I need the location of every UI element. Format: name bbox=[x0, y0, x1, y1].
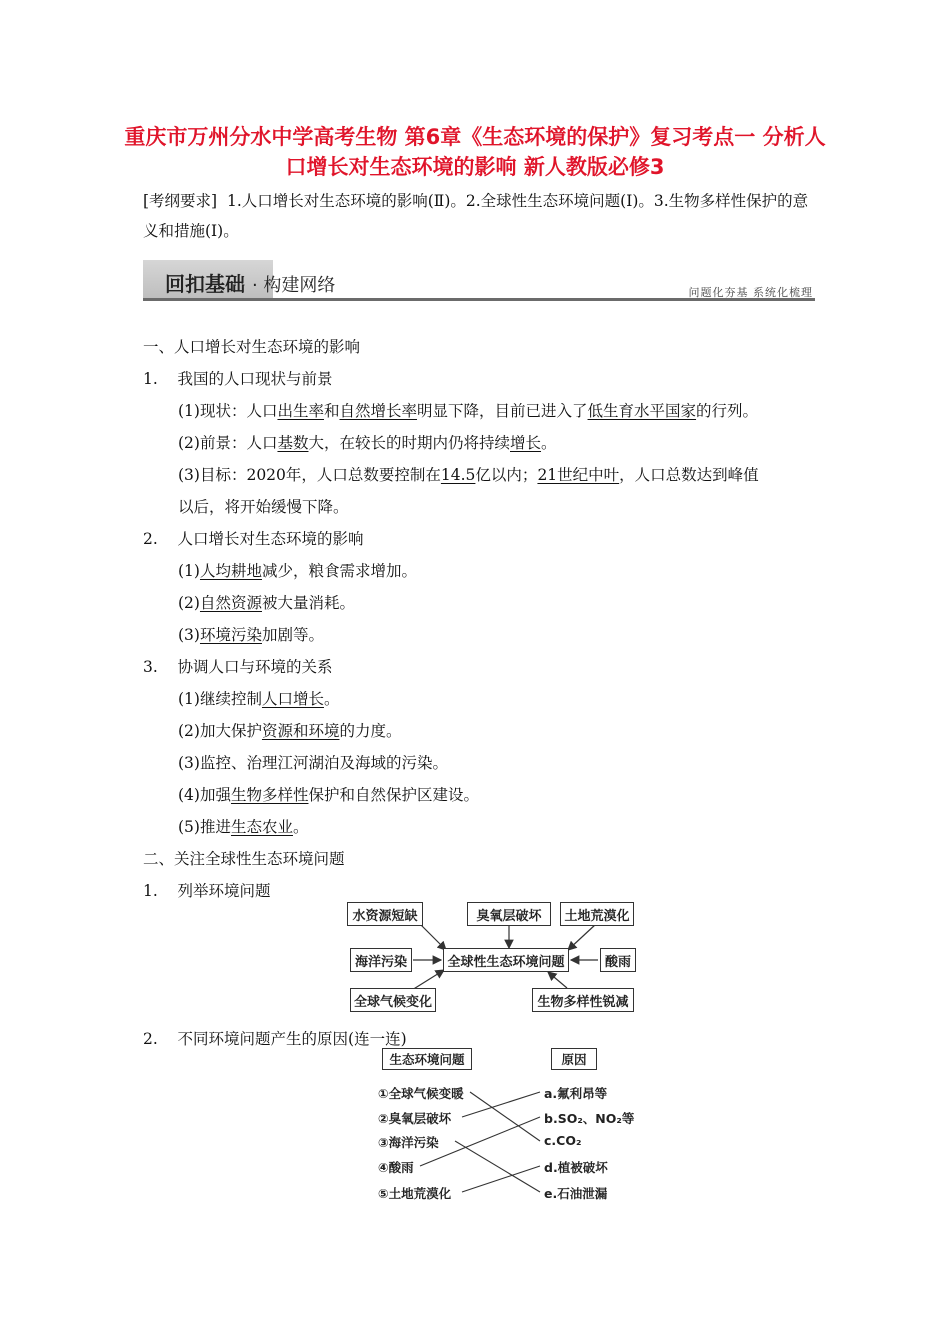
box-acid-rain: 酸雨 bbox=[600, 948, 636, 972]
text-part: (3)目标：2020年，人口总数要控制在 bbox=[178, 466, 441, 484]
item-number: 3. bbox=[143, 658, 158, 676]
problem-1: ①全球气候变暖 bbox=[378, 1086, 464, 1101]
text-part: (5)推进 bbox=[178, 818, 231, 836]
cause-a: a.氟利昂等 bbox=[544, 1086, 608, 1101]
item-title: 不同环境问题产生的原因(连一连) bbox=[177, 1030, 407, 1048]
text-part: 明显下降，目前已进入了 bbox=[417, 402, 588, 420]
item1-3-line3: (3)监控、治理江河湖泊及海域的污染。 bbox=[178, 754, 448, 772]
text-part: 被大量消耗。 bbox=[261, 594, 355, 612]
text-part: 保护和自然保护区建设。 bbox=[308, 786, 479, 804]
box-climate-change: 全球气候变化 bbox=[350, 988, 436, 1012]
answer-underlined: 资源和环境 bbox=[261, 722, 340, 740]
answer-underlined: 自然增长率 bbox=[339, 402, 418, 420]
match-line-3-e bbox=[455, 1141, 540, 1192]
text-part: 大，在较长的时期内仍将持续 bbox=[308, 434, 510, 452]
text-part: (1) bbox=[178, 562, 200, 580]
answer-underlined: 低生育水平国家 bbox=[587, 402, 697, 420]
requirements-text: 1.人口增长对生态环境的影响(Ⅱ)。2.全球性生态环境问题(Ⅰ)。3.生物多样性保护的意义和措施(Ⅰ)。 bbox=[143, 192, 809, 240]
text-part: 加剧等。 bbox=[261, 626, 324, 644]
section2-heading: 二、关注全球性生态环境问题 bbox=[143, 850, 345, 868]
cause-d: d.植被破坏 bbox=[544, 1160, 608, 1175]
answer-underlined: 增长 bbox=[510, 434, 542, 452]
answer-underlined: 出生率 bbox=[277, 402, 324, 420]
text-part: (1)现状：人口 bbox=[178, 402, 278, 420]
answer-underlined: 自然资源 bbox=[199, 594, 262, 612]
item-title: 协调人口与环境的关系 bbox=[177, 658, 333, 676]
box-ocean-pollution: 海洋污染 bbox=[350, 948, 412, 972]
cause-b: b.SO₂、NO₂等 bbox=[544, 1111, 635, 1126]
box-ozone-depletion: 臭氧层破坏 bbox=[467, 902, 551, 926]
answer-underlined: 生物多样性 bbox=[230, 786, 309, 804]
text-part: (1)继续控制 bbox=[178, 690, 262, 708]
text-part: 。 bbox=[323, 690, 340, 708]
text-part: 的行列。 bbox=[696, 402, 759, 420]
banner-right-text: 问题化夯基 系统化梳理 bbox=[688, 286, 813, 299]
problem-4: ④酸雨 bbox=[378, 1160, 414, 1175]
cause-c: c.CO₂ bbox=[544, 1133, 582, 1148]
item-number: 2. bbox=[143, 530, 158, 548]
item-number: 1. bbox=[143, 370, 158, 388]
item-title: 人口增长对生态环境的影响 bbox=[177, 530, 364, 548]
answer-underlined: 基数 bbox=[277, 434, 309, 452]
item-number: 2. bbox=[143, 1030, 158, 1048]
text-part: 亿以内； bbox=[475, 466, 538, 484]
requirements-label: [考纲要求] bbox=[143, 192, 218, 210]
text-part: (4)加强 bbox=[178, 786, 231, 804]
answer-underlined: 环境污染 bbox=[199, 626, 262, 644]
item1-1-line4: 以后，将开始缓慢下降。 bbox=[178, 498, 349, 516]
problem-5: ⑤土地荒漠化 bbox=[378, 1186, 452, 1201]
text-part: (2)前景：人口 bbox=[178, 434, 278, 452]
problem-2: ②臭氧层破坏 bbox=[378, 1111, 452, 1126]
text-part: (2) bbox=[178, 594, 200, 612]
problem-3: ③海洋污染 bbox=[378, 1135, 439, 1150]
answer-underlined: 14.5 bbox=[440, 466, 476, 484]
text-part: 。 bbox=[292, 818, 309, 836]
answer-underlined: 生态农业 bbox=[230, 818, 293, 836]
answer-underlined: 人均耕地 bbox=[199, 562, 262, 580]
arrow-desert bbox=[568, 924, 596, 950]
text-part: 。 bbox=[541, 434, 557, 452]
match-line-1-c bbox=[470, 1092, 540, 1141]
arrow-water bbox=[420, 924, 446, 950]
header-causes: 原因 bbox=[551, 1048, 597, 1070]
text-part: (3) bbox=[178, 626, 200, 644]
text-part: ，人口总数达到峰值 bbox=[619, 466, 759, 484]
answer-underlined: 21世纪中叶 bbox=[537, 466, 620, 484]
text-part: 减少，粮食需求增加。 bbox=[261, 562, 417, 580]
match-line-5-d bbox=[462, 1166, 540, 1192]
box-desertification: 土地荒漠化 bbox=[560, 902, 634, 926]
cause-e: e.石油泄漏 bbox=[544, 1186, 608, 1201]
answer-underlined: 人口增长 bbox=[261, 690, 324, 708]
item-title: 我国的人口现状与前景 bbox=[177, 370, 333, 388]
text-part: (2)加大保护 bbox=[178, 722, 262, 740]
box-water-shortage: 水资源短缺 bbox=[347, 902, 423, 926]
banner-main-text: 回扣基础 bbox=[165, 272, 245, 296]
banner-sub-text: · 构建网络 bbox=[251, 275, 336, 296]
box-biodiversity-loss: 生物多样性锐减 bbox=[532, 988, 634, 1012]
item-title: 列举环境问题 bbox=[177, 882, 271, 900]
page-title: 重庆市万州分水中学高考生物 第6章《生态环境的保护》复习考点一 分析人口增长对生态环境的影响 新人教版必修3 bbox=[124, 125, 826, 179]
box-global-problems: 全球性生态环境问题 bbox=[443, 948, 569, 972]
header-eco-problems: 生态环境问题 bbox=[382, 1048, 472, 1070]
section1-heading: 一、人口增长对生态环境的影响 bbox=[143, 338, 361, 356]
arrow-bio bbox=[548, 972, 567, 988]
item-number: 1. bbox=[143, 882, 158, 900]
text-part: 和 bbox=[323, 402, 340, 420]
text-part: 的力度。 bbox=[339, 722, 402, 740]
item2-2 bbox=[143, 1028, 407, 1050]
arrow-climate bbox=[412, 970, 444, 990]
